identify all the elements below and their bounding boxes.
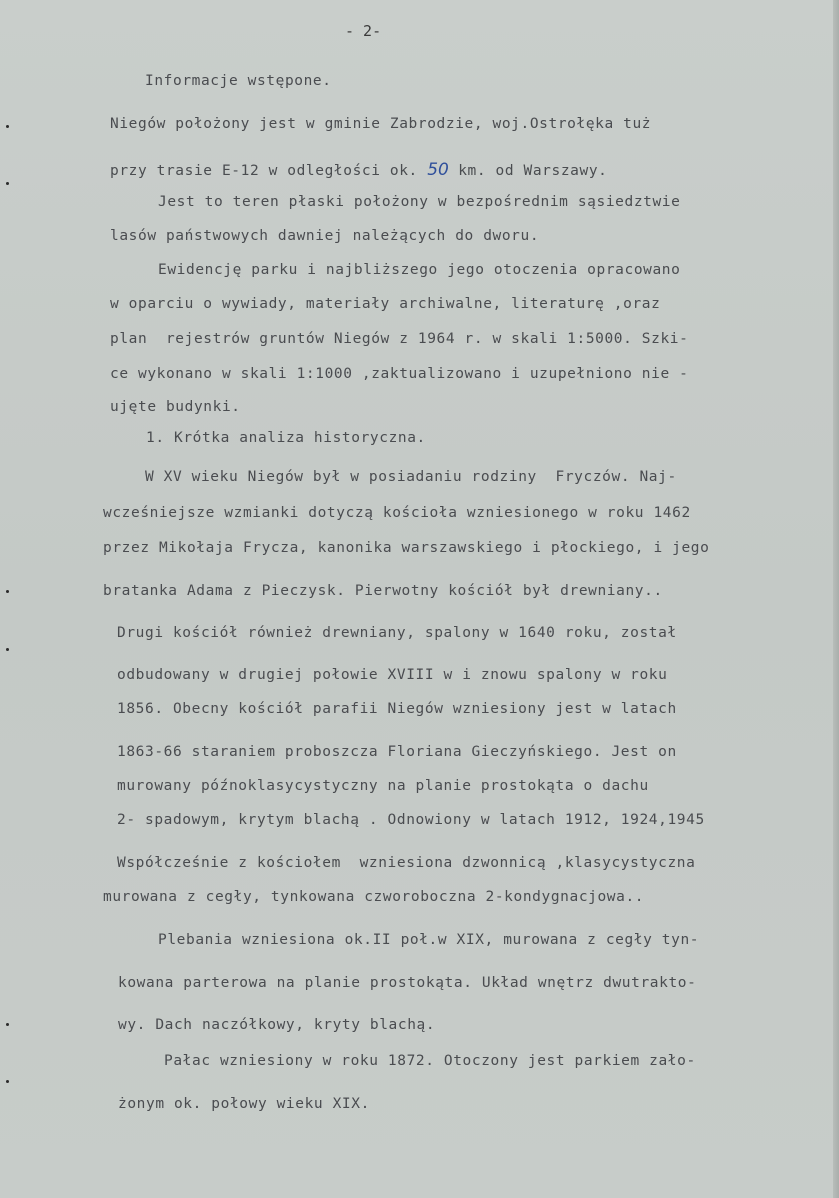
text-segment: km. od Warszawy. (448, 163, 608, 179)
text-line: wcześniejsze wzmianki dotyczą kościoła wzniesionego w roku 1462 (103, 505, 691, 521)
text-line: w oparciu o wywiady, materiały archiwalne, literaturę ,oraz (110, 296, 661, 312)
text-line: Pałac wzniesiony w roku 1872. Otoczony jest parkiem zało- (164, 1053, 696, 1069)
punch-mark (6, 182, 9, 185)
text-line: Współcześnie z kościołem wzniesiona dzwonnicą ,klasycystyczna (117, 855, 696, 871)
text-line: murowany późnoklasycystyczny na planie prostokąta o dachu (117, 778, 649, 794)
text-line: 2- spadowym, krytym blachą . Odnowiony w latach 1912, 1924,1945 (117, 812, 705, 828)
text-line: przez Mikołaja Frycza, kanonika warszawskiego i płockiego, i jego (103, 540, 710, 556)
text-line: Plebania wzniesiona ok.II poł.w XIX, murowana z cegły tyn- (158, 932, 700, 948)
punch-mark (6, 1023, 9, 1026)
text-line: bratanka Adama z Pieczysk. Pierwotny kościół był drewniany.. (103, 583, 663, 599)
page-number: - 2- (345, 22, 382, 40)
text-line: 1856. Obecny kościół parafii Niegów wzniesiony jest w latach (117, 701, 677, 717)
text-line: murowana z cegły, tynkowana czworoboczna 2-kondygnacjowa.. (103, 889, 645, 905)
handwritten-number: 50 (427, 160, 449, 180)
text-line-with-handwriting (110, 160, 607, 180)
page-edge (833, 0, 839, 1198)
text-line: ujęte budynki. (110, 399, 241, 415)
punch-mark (6, 1080, 9, 1083)
text-line: ce wykonano w skali 1:1000 ,zaktualizowano i uzupełniono nie - (110, 366, 689, 382)
punch-mark (6, 125, 9, 128)
section-heading: 1. Krótka analiza historyczna. (146, 430, 426, 446)
text-line: lasów państwowych dawniej należących do dworu. (110, 228, 540, 244)
text-segment: przy trasie E-12 w odległości ok. (110, 163, 418, 179)
text-line: plan rejestrów gruntów Niegów z 1964 r. w skali 1:5000. Szki- (110, 331, 689, 347)
text-line: wy. Dach naczółkowy, kryty blachą. (118, 1017, 436, 1033)
text-line: 1863-66 staraniem proboszcza Floriana Gieczyńskiego. Jest on (117, 744, 677, 760)
section-heading: Informacje wstępone. (145, 73, 332, 89)
punch-mark (6, 590, 9, 593)
text-line: Niegów położony jest w gminie Zabrodzie, woj.Ostrołęka tuż (110, 116, 652, 132)
punch-mark (6, 648, 9, 651)
text-line: żonym ok. połowy wieku XIX. (118, 1096, 370, 1112)
text-line: kowana parterowa na planie prostokąta. Układ wnętrz dwutrakto- (118, 975, 697, 991)
text-line: odbudowany w drugiej połowie XVIII w i znowu spalony w roku (117, 667, 668, 683)
text-line: Drugi kościół również drewniany, spalony w 1640 roku, został (117, 625, 677, 641)
text-line: Ewidencję parku i najbliższego jego otoczenia opracowano (158, 262, 681, 278)
text-line: W XV wieku Niegów był w posiadaniu rodziny Fryczów. Naj- (145, 469, 677, 485)
text-line: Jest to teren płaski położony w bezpośrednim sąsiedztwie (158, 194, 681, 210)
